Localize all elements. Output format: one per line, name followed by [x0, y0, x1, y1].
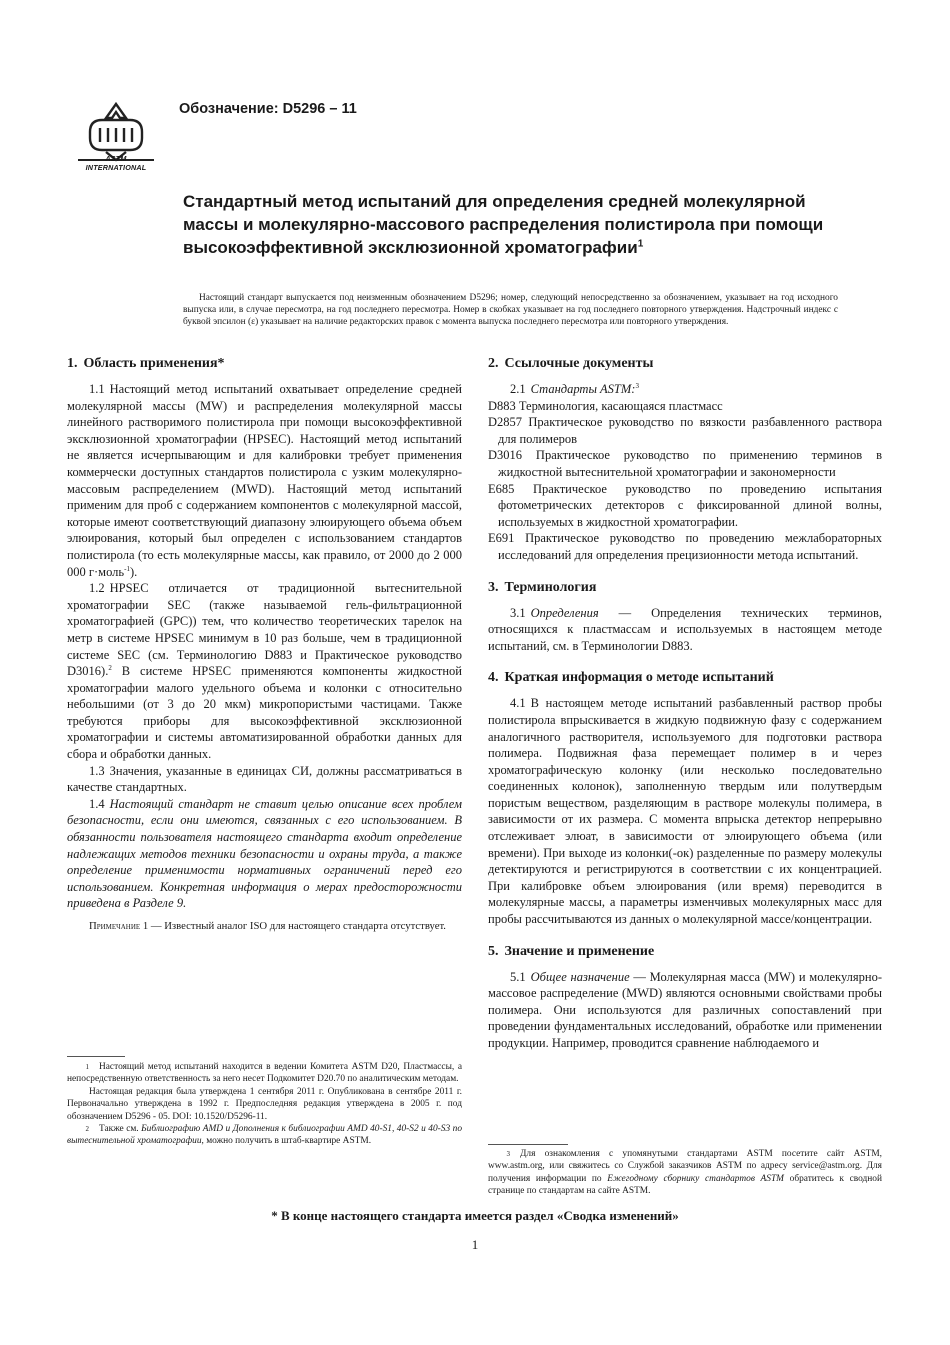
- footnote-mark: 3: [506, 1150, 510, 1158]
- reference-item: D3016 Практическое руководство по применению терминов в жидкостной вытеснительной хроматографии и закономерности: [488, 448, 882, 479]
- footnote-text-end: , можно получить в штаб-квартире ASTM.: [201, 1136, 372, 1147]
- right-column: [488, 355, 882, 1052]
- footnote-text: Настоящий метод испытаний находится в ведении Комитета ASTM D20, Пластмассы, а непосредственную ответственность за него несет Подкомитет D20.70 по аналитическим методам.: [67, 1062, 462, 1085]
- superscript: -1: [124, 564, 130, 573]
- paragraph-number: 5.1: [510, 969, 526, 984]
- reference-item: E691 Практическое руководство по проведению межлабораторных исследований для определения прецизионности метода испытаний.: [488, 531, 882, 562]
- term: Общее назначение: [530, 969, 630, 984]
- section-5-heading: [488, 943, 882, 960]
- reference-item: D2857 Практическое руководство по вязкости разбавленного раствора для полимеров: [488, 415, 882, 446]
- note-text: — Известный аналог ISO для настоящего стандарта отсутствует.: [148, 920, 446, 932]
- paragraph-text: Значения, указанные в единицах СИ, должны рассматриваться в качестве стандартных.: [67, 763, 462, 795]
- footnote-1-cont: [67, 1086, 462, 1123]
- document-title: [183, 190, 843, 259]
- paragraph-1-2: [67, 580, 462, 763]
- section-number: 5.: [488, 943, 499, 959]
- paragraph-number: 4.1: [510, 696, 526, 711]
- references-label: Стандарты ASTM:: [530, 382, 636, 396]
- section-title: Краткая информация о методе испытаний: [504, 670, 774, 686]
- designation: Обозначение: D5296 – 11: [179, 101, 357, 117]
- paragraph-number: 3.1: [510, 605, 526, 620]
- issue-note: Настоящий стандарт выпускается под неизменным обозначением D5296; номер, следующий непосредственно за обозначением, указывает на год исходного выпуска или, в случае пересмотра, на год последнего пересмотра. Номер в скобках указывает на год последнего повторного утверждения. Надстрочный индекс с буквой эпсилон (ε) указывает на наличие редакторских правок с момента выпуска последнего пересмотра или повторного утверждения.: [183, 293, 838, 327]
- paragraph-text: HPSEC отличается от традиционной вытеснительной хроматографии SEC (также называемой гель-фильтрационной хроматографией (GPC)) тем, что количество теоретических тарелок на метр в системе HPSEC минимум в 10 раз больше, чем в традиционной системе SEC (см. Терминологию D883 и Практическое руководство D3016).: [67, 581, 462, 679]
- footnote-text: Также см.: [99, 1124, 142, 1135]
- paragraph-text: — Молекулярная масса (MW) и молекулярно-массовое распределение (MWD) являются основными свойствами пробы полимера. Они используются для различных сопоставлений при проведении фундаментальных исследований, обработке или применении продукции. Например, проводится сравнение наблюдаемого и: [488, 969, 882, 1050]
- paragraph-1-3: [67, 763, 462, 796]
- section-title: Область применения*: [83, 356, 225, 371]
- reference-item: D883 Терминология, касающаяся пластмасс: [488, 398, 723, 413]
- paragraph-number: 1.2: [89, 581, 105, 596]
- footnote-mark: 2: [85, 1125, 89, 1134]
- footnote-3: [488, 1148, 882, 1198]
- paragraph-3-1: [488, 605, 882, 655]
- note-1: [67, 919, 462, 933]
- section-title: Значение и применение: [504, 943, 655, 959]
- footnotes-right: [488, 1148, 882, 1198]
- footnote-text: Настоящая редакция была утверждена 1 сентября 2011 г. Опубликована в сентябре 2011 г. Первоначально утверждена в 1992 г. Предпоследняя редакция утверждена в 2005 г. под обозначением D5296 - 05. DOI: 10.1520/D5296-11.: [67, 1086, 462, 1122]
- left-column: [67, 355, 462, 933]
- paragraph-number: 1.1: [89, 382, 105, 396]
- paragraph-text: — Определения технических терминов, относящихся к пластмассам и используемых в настоящем методе испытаний, см. в Терминологии D883.: [488, 605, 882, 653]
- astm-logo: [76, 98, 156, 172]
- section-3-heading: [488, 579, 882, 596]
- footnote-divider: [67, 1056, 125, 1057]
- footnote-italic: Ежегодному сборнику стандартов ASTM: [607, 1173, 784, 1184]
- title-footnote-mark: 1: [637, 238, 644, 250]
- footnote-ref: 3: [635, 381, 639, 390]
- footnote-italic: Библиографию AMD и Дополнения к библиографии AMD 40-S1, 40-S2 и 40-S3 по вытеснительной хроматографии: [67, 1124, 463, 1147]
- summary-of-changes-notice: * В конце настоящего стандарта имеется раздел «Сводка изменений»: [271, 1208, 679, 1223]
- paragraph-4-1: [488, 695, 882, 927]
- reference-item: E685 Практическое руководство по проведению испытания фотометрических детекторов с фиксированной длиной волны, используемых в жидкостной хроматографии.: [488, 481, 882, 529]
- footnote-divider: [488, 1144, 568, 1145]
- logo-text: ASTM INTERNATIONAL: [85, 154, 147, 172]
- note-label: Примечание 1: [89, 920, 149, 932]
- section-4-heading: [488, 669, 882, 686]
- page-number: 1: [471, 1237, 479, 1252]
- section-number: 1.: [67, 356, 78, 371]
- paragraph-number: 1.4: [89, 796, 105, 811]
- footnote-ref: 2: [108, 663, 112, 672]
- footnotes-left: [67, 1061, 462, 1148]
- paragraph-number: 2.1: [510, 382, 526, 396]
- paragraph-number: 1.3: [89, 763, 105, 778]
- paragraph-1-4: [67, 796, 462, 912]
- section-2-heading: [488, 355, 882, 372]
- references-intro: [488, 381, 882, 398]
- section-number: 4.: [488, 670, 499, 686]
- paragraph-5-1: [488, 969, 882, 1052]
- section-number: 3.: [488, 579, 499, 595]
- section-number: 2.: [488, 356, 499, 371]
- footnote-mark: 1: [85, 1063, 89, 1071]
- paragraph-1-1: [67, 381, 462, 580]
- paragraph-text: Настоящий стандарт не ставит целью описание всех проблем безопасности, если они имеются, связанных с его использованием. В обязанности пользователя настоящего стандарта входит определение надлежащих методов техники безопасности и охраны труда, а также определение применимости нормативных ограничений перед его использованием. Конкретная информация о мерах предосторожности приведена в Разделе 9.: [67, 796, 462, 911]
- section-title: Ссылочные документы: [504, 356, 654, 371]
- section-1-heading: [67, 355, 462, 372]
- paragraph-text: В настоящем методе испытаний разбавленный раствор пробы полистирола впрыскивается в жидкую подвижную фазу с содержанием аналогичного растворителя, используемого для подготовки раствора полимера. Подвижная фаза перемещает полимер в и через хроматографическую колонку (или несколько последовательно соединенных колонок), заполненную твердым или полутвердым пористым веществом, разделяющим в растворе молекулы полимера, в зависимости от их размера. С момента впрыска детектор непрерывно отслеживает элюат, в зависимости от элюирующего объема (или времени). При выходе из колонки(-ок) разделенные по размеру молекулы детектируются и регистрируются в соответствии с их концентрацией. При калибровке объем элюирования (или время) переводится в молекулярные массы, а параметры изменчивых молекулярных масс для пробы рассчитываются из данных о молекулярной массе/концентрации.: [488, 696, 882, 927]
- paragraph-text-cont: В системе HPSEC применяются компоненты жидкостной хроматографии малого удельного объема и колонки с относительно небольшими (от 3 до 20 мкм) микропористыми частицами. Также требуются приборы для высокоэффективной эксклюзионной хроматографии и системы автоматизированной обработки данных для сбора и обработки данных.: [67, 664, 462, 762]
- term: Определения: [530, 605, 599, 620]
- section-title: Терминология: [504, 579, 597, 595]
- footnote-text: Для ознакомления с упомянутыми стандартами ASTM посетите сайт ASTM, www.astm.org, или свяжитесь со Службой заказчиков ASTM по адресу service@astm.org. Для получения информации по: [488, 1149, 882, 1184]
- paragraph-text-end: ).: [129, 564, 138, 579]
- footnote-text-end: обратитесь к сводной странице по стандартам на сайте ASTM.: [488, 1173, 883, 1197]
- footnote-1: [67, 1061, 462, 1086]
- footnote-2: [67, 1123, 462, 1148]
- title-text: Стандартный метод испытаний для определения средней молекулярной массы и молекулярно-массового распределения полистирола при помощи высокоэффективной эксклюзионной хроматографии: [183, 192, 824, 257]
- paragraph-text: Настоящий метод испытаний охватывает определение средней молекулярной массы (MW) и распределения молекулярной массы линейного растворимого полистирола при помощи высокоэффективной эксклюзионной хроматографии (HPSEC). Настоящий метод испытаний не является исчерпывающим и для калибровки требует применения коммерчески доступных стандартов полистирола с узким молекулярно-массовым распределением (MWD). Настоящий метод испытаний применим для проб с содержанием компонентов с молекулярной массой, которые имеют соответствующий диапазону элюирующего объема объем элюирования, который был определен с использованием стандартов полистирола (то есть молекулярные массы, как правило, от 2000 до 2 000 000 г·моль: [67, 382, 462, 579]
